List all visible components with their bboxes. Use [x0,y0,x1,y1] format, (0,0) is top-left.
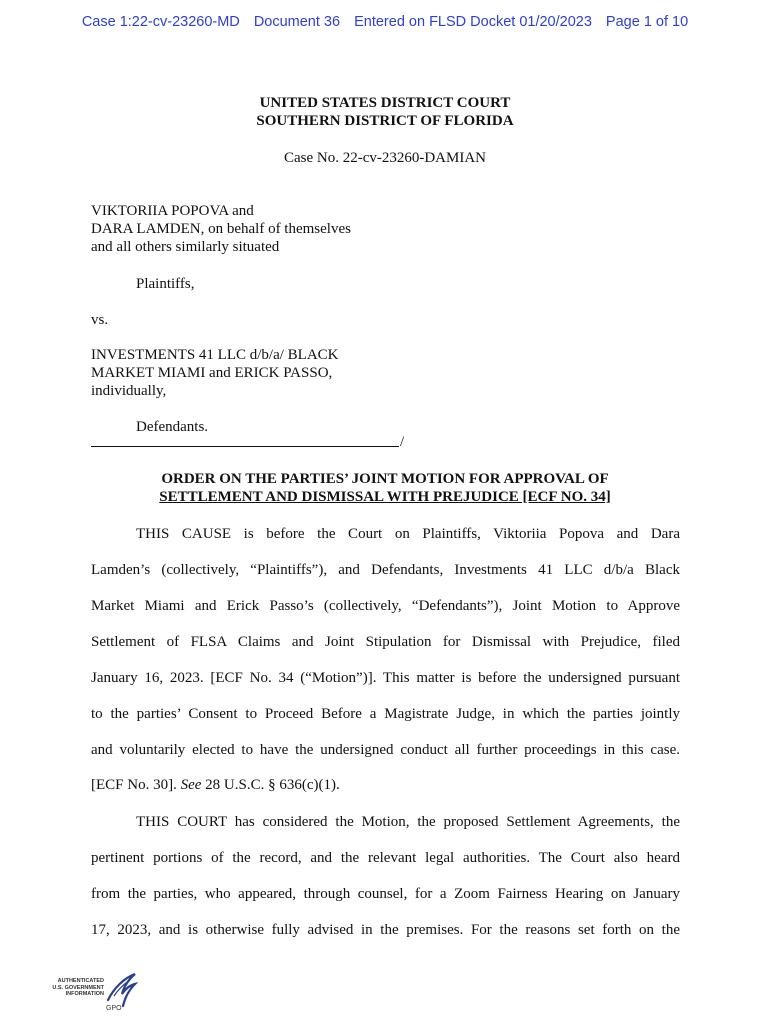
case-number: Case No. 22-cv-23260-DAMIAN [283,150,487,166]
gpo-authentication-logo: AUTHENTICATED U.S. GOVERNMENT INFORMATION GPO [40,970,130,1012]
paragraph-line: Lamden’s (collectively, “Plaintiffs”), and Defendants, Investments 41 LLC d/b/a Black [91,562,680,578]
paragraph-line: January 16, 2023. [ECF No. 34 (“Motion”)]. This matter is before the undersigned pursuant [91,670,680,686]
citation-text: [ECF No. 30]. [91,777,181,793]
paragraph-line: Market Miami and Erick Passo’s (collectively, “Defendants”), Joint Motion to Approve [91,598,680,614]
order-title [0,470,770,506]
plaintiffs-label: Plaintiffs, [136,276,195,292]
caption-slash: / [400,434,405,450]
docket-entry: Entered on FLSD Docket 01/20/2023 [354,14,592,30]
caption-rule [91,446,399,447]
citation-text: 28 U.S.C. § 636(c)(1). [201,777,340,793]
paragraph-line [91,776,680,794]
versus-label: vs. [91,312,109,328]
defendant-line: INVESTMENTS 41 LLC d/b/a/ BLACK [91,347,339,363]
defendant-line: MARKET MIAMI and ERICK PASSO, [91,365,333,381]
plaintiff-line: DARA LAMDEN, on behalf of themselves [91,221,351,237]
svg-text:GPO: GPO [106,1005,122,1012]
plaintiff-line: and all others similarly situated [91,239,280,255]
paragraph-line: to the parties’ Consent to Proceed Before a Magistrate Judge, in which the parties jointly [91,706,680,722]
plaintiff-line: VIKTORIIA POPOVA and [91,203,254,219]
defendant-line: individually, [91,383,167,399]
docket-header-stamp [0,14,770,30]
paragraph-line: 17, 2023, and is otherwise fully advised in the premises. For the reasons set forth on the [91,922,680,938]
paragraph-line: THIS COURT has considered the Motion, the proposed Settlement Agreements, the [136,814,680,830]
case-id: Case 1:22-cv-23260-MD [81,14,240,30]
court-district: SOUTHERN DISTRICT OF FLORIDA [256,113,514,129]
paragraph-line: from the parties, who appeared, through counsel, for a Zoom Fairness Hearing on January [91,886,680,902]
paragraph-line: pertinent portions of the record, and the relevant legal authorities. The Court also heard [91,850,680,866]
gpo-eagle-icon [104,970,138,1012]
order-title-line: ORDER ON THE PARTIES’ JOINT MOTION FOR APPROVAL OF [161,471,609,487]
defendants-label: Defendants. [136,419,209,435]
document-number: Document 36 [253,14,341,30]
see-signal: See [180,777,202,793]
paragraph-line: Settlement of FLSA Claims and Joint Stipulation for Dismissal with Prejudice, filed [91,634,680,650]
order-title-line: SETTLEMENT AND DISMISSAL WITH PREJUDICE [ECF NO. 34] [159,489,611,505]
paragraph-line: THIS CAUSE is before the Court on Plaintiffs, Viktoriia Popova and Dara [136,526,680,542]
page-indicator: Page 1 of 10 [605,14,689,30]
paragraph-line: and voluntarily elected to have the undersigned conduct all further proceedings in this case. [91,742,680,758]
court-heading [0,94,770,130]
court-name: UNITED STATES DISTRICT COURT [259,95,511,111]
